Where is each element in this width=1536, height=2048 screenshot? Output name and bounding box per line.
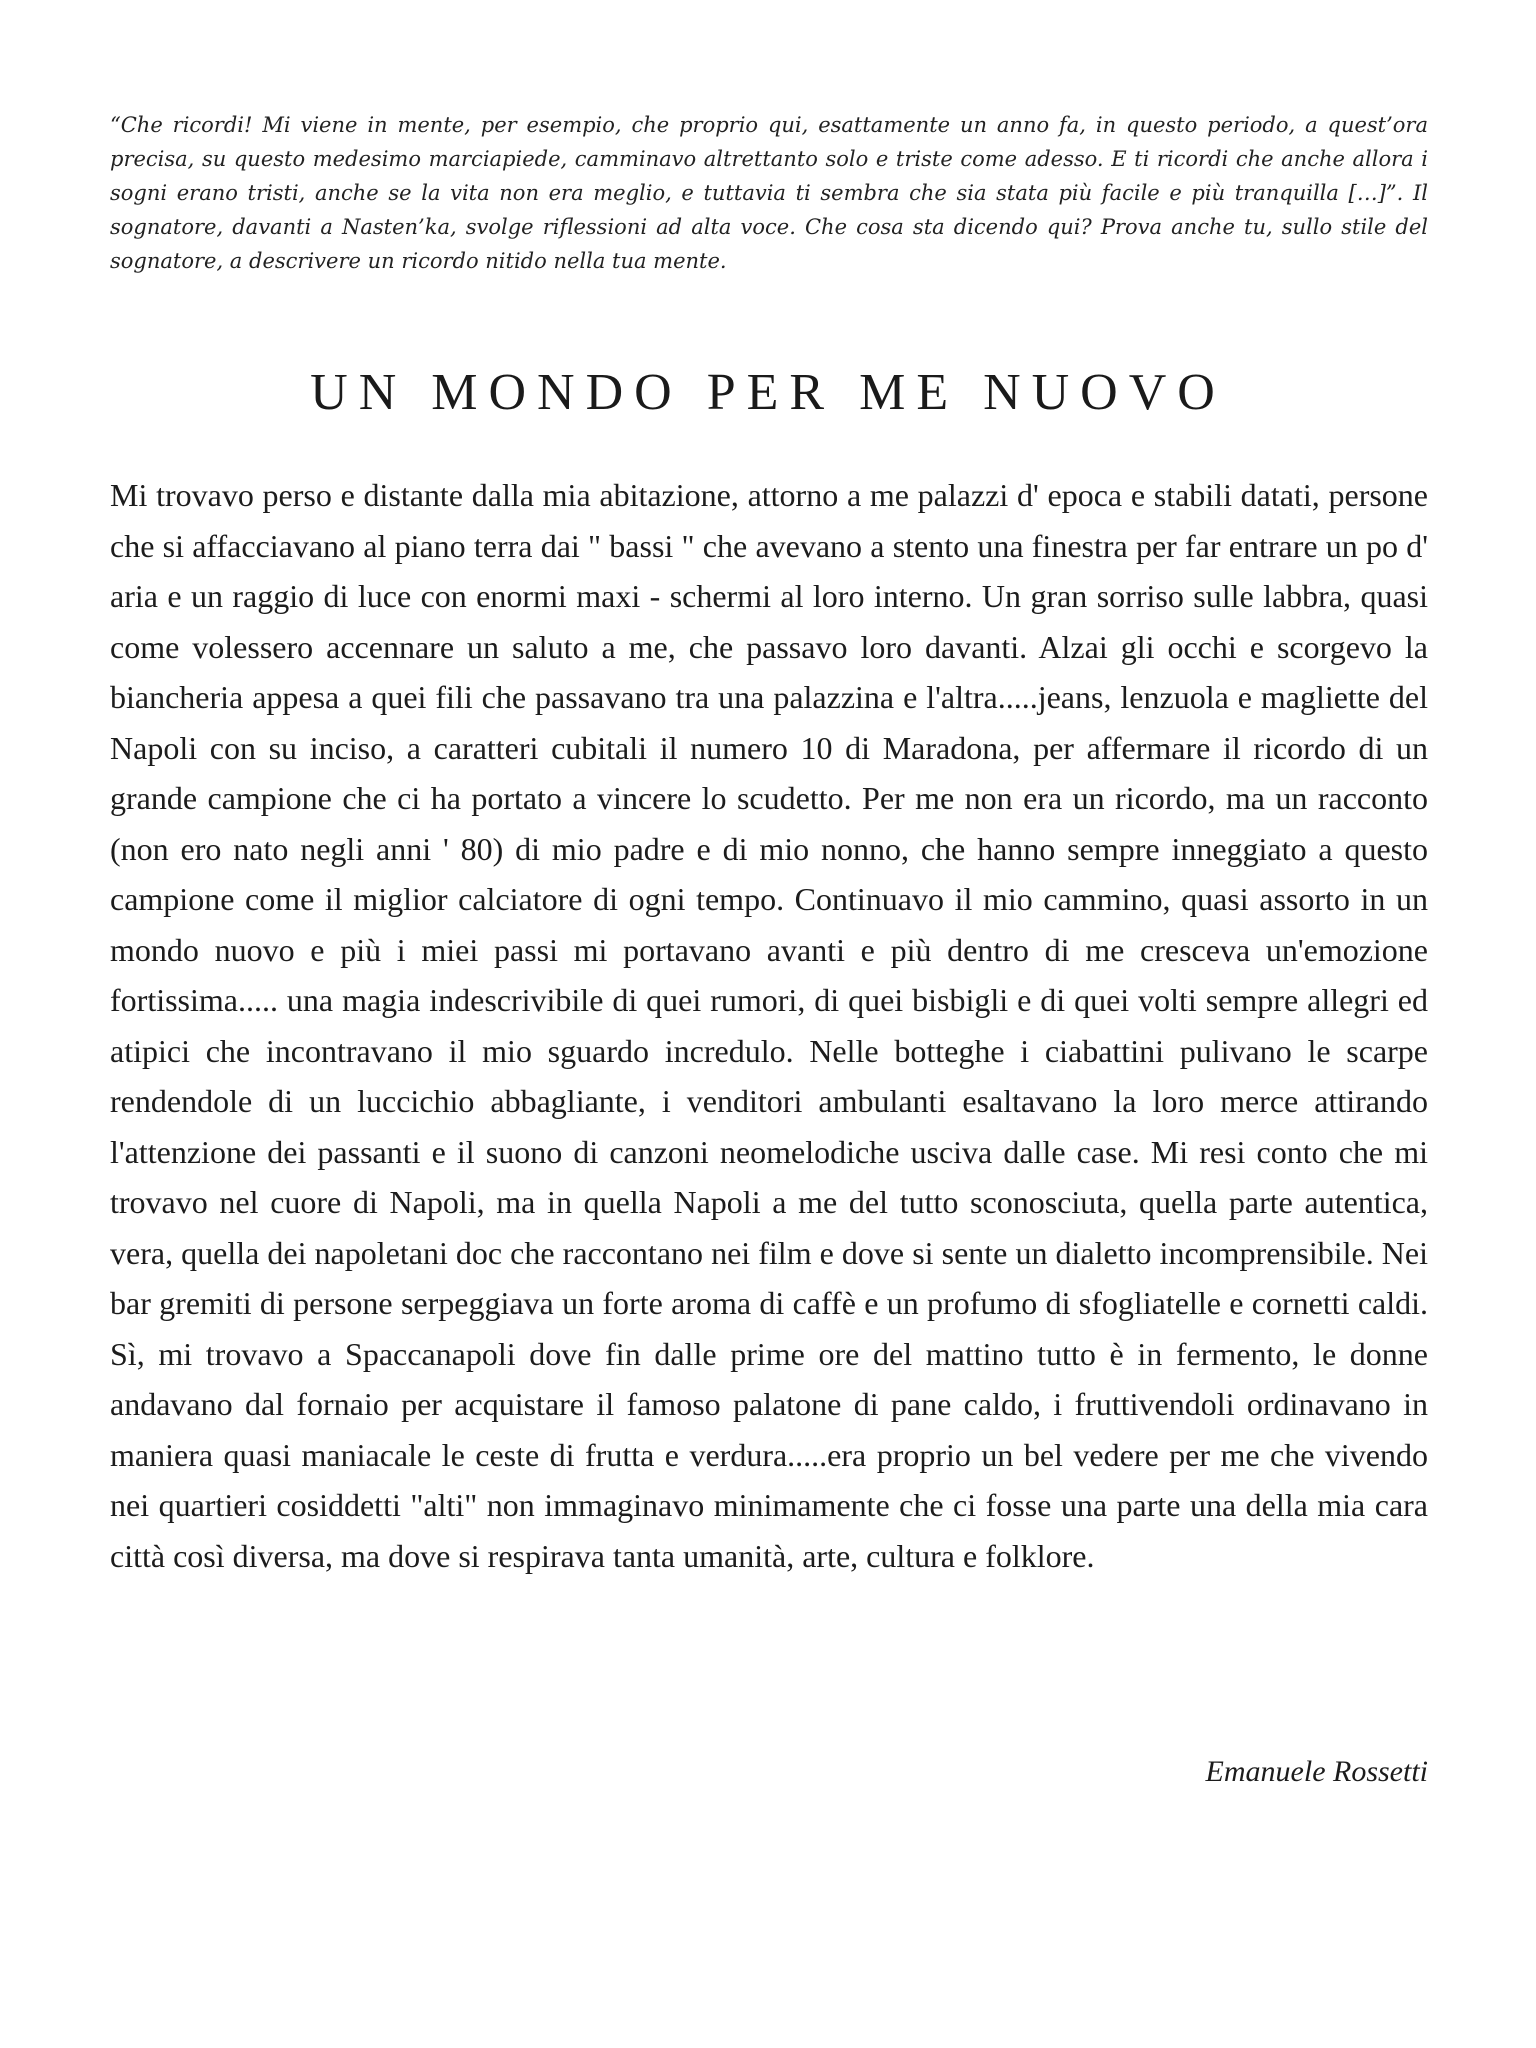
author-signature: Emanuele Rossetti — [1205, 1755, 1428, 1788]
intro-quote: “Che ricordi! Mi viene in mente, per esempio, che proprio qui, esattamente un anno fa, in questo periodo, a quest’ora precisa, su questo medesimo marciapiede, camminavo altrettanto solo e triste come adesso. E ti ricordi che anche allora i sogni erano tristi, anche se la vita non era meglio, e tuttavia ti sembra che sia stata più facile e più tranquilla […]”. Il sognatore, davanti a Nasten’ka, svolge riflessioni ad alta voce. Che cosa sta dicendo qui? Prova anche tu, sullo stile del sognatore, a descrivere un ricordo nitido nella tua mente. — [110, 113, 1428, 273]
essay-body: Mi trovavo perso e distante dalla mia abitazione, attorno a me palazzi d' epoca e stabili datati, persone che si affacciavano al piano terra dai " bassi " che avevano a stento una finestra per far entrare un po d' aria e un raggio di luce con enormi maxi - schermi al loro interno. Un gran sorriso sulle labbra, quasi come volessero accennare un saluto a me, che passavo loro davanti. Alzai gli occhi e scorgevo la biancheria appesa a quei fili che passavano tra una palazzina e l'altra.....jeans, lenzuola e magliette del Napoli con su inciso, a caratteri cubitali il numero 10 di Maradona, per affermare il ricordo di un grande campione che ci ha portato a vincere lo scudetto. Per me non era un ricordo, ma un racconto (non ero nato negli anni ' 80) di mio padre e di mio nonno, che hanno sempre inneggiato a questo campione come il miglior calciatore di ogni tempo. Continuavo il mio cammino, quasi assorto in un mondo nuovo e più i miei passi mi portavano avanti e più dentro di me cresceva un'emozione fortissima..... una magia indescrivibile di quei rumori, di quei bisbigli e di quei volti sempre allegri ed atipici che incontravano il mio sguardo incredulo. Nelle botteghe i ciabattini pulivano le scarpe rendendole di un luccichio abbagliante, i venditori ambulanti esaltavano la loro merce attirando l'attenzione dei passanti e il suono di canzoni neomelodiche usciva dalle case. Mi resi conto che mi trovavo nel cuore di Napoli, ma in quella Napoli a me del tutto sconosciuta, quella parte autentica, vera, quella dei napoletani doc che raccontano nei film e dove si sente un dialetto incomprensibile. Nei bar gremiti di persone serpeggiava un forte aroma di caffè e un profumo di sfogliatelle e cornetti caldi. Sì, mi trovavo a Spaccanapoli dove fin dalle prime ore del mattino tutto è in fermento, le donne andavano dal fornaio per acquistare il famoso palatone di pane caldo, i fruttivendoli ordinavano in maniera quasi maniacale le ceste di frutta e verdura.....era proprio un bel vedere per me che vivendo nei quartieri cosiddetti "alti" non immaginavo minimamente che ci fosse una parte una della mia cara città così diversa, ma dove si respirava tanta umanità, arte, cultura e folklore. — [110, 477, 1428, 1574]
essay-title: UN MONDO PER ME NUOVO — [310, 364, 1226, 421]
